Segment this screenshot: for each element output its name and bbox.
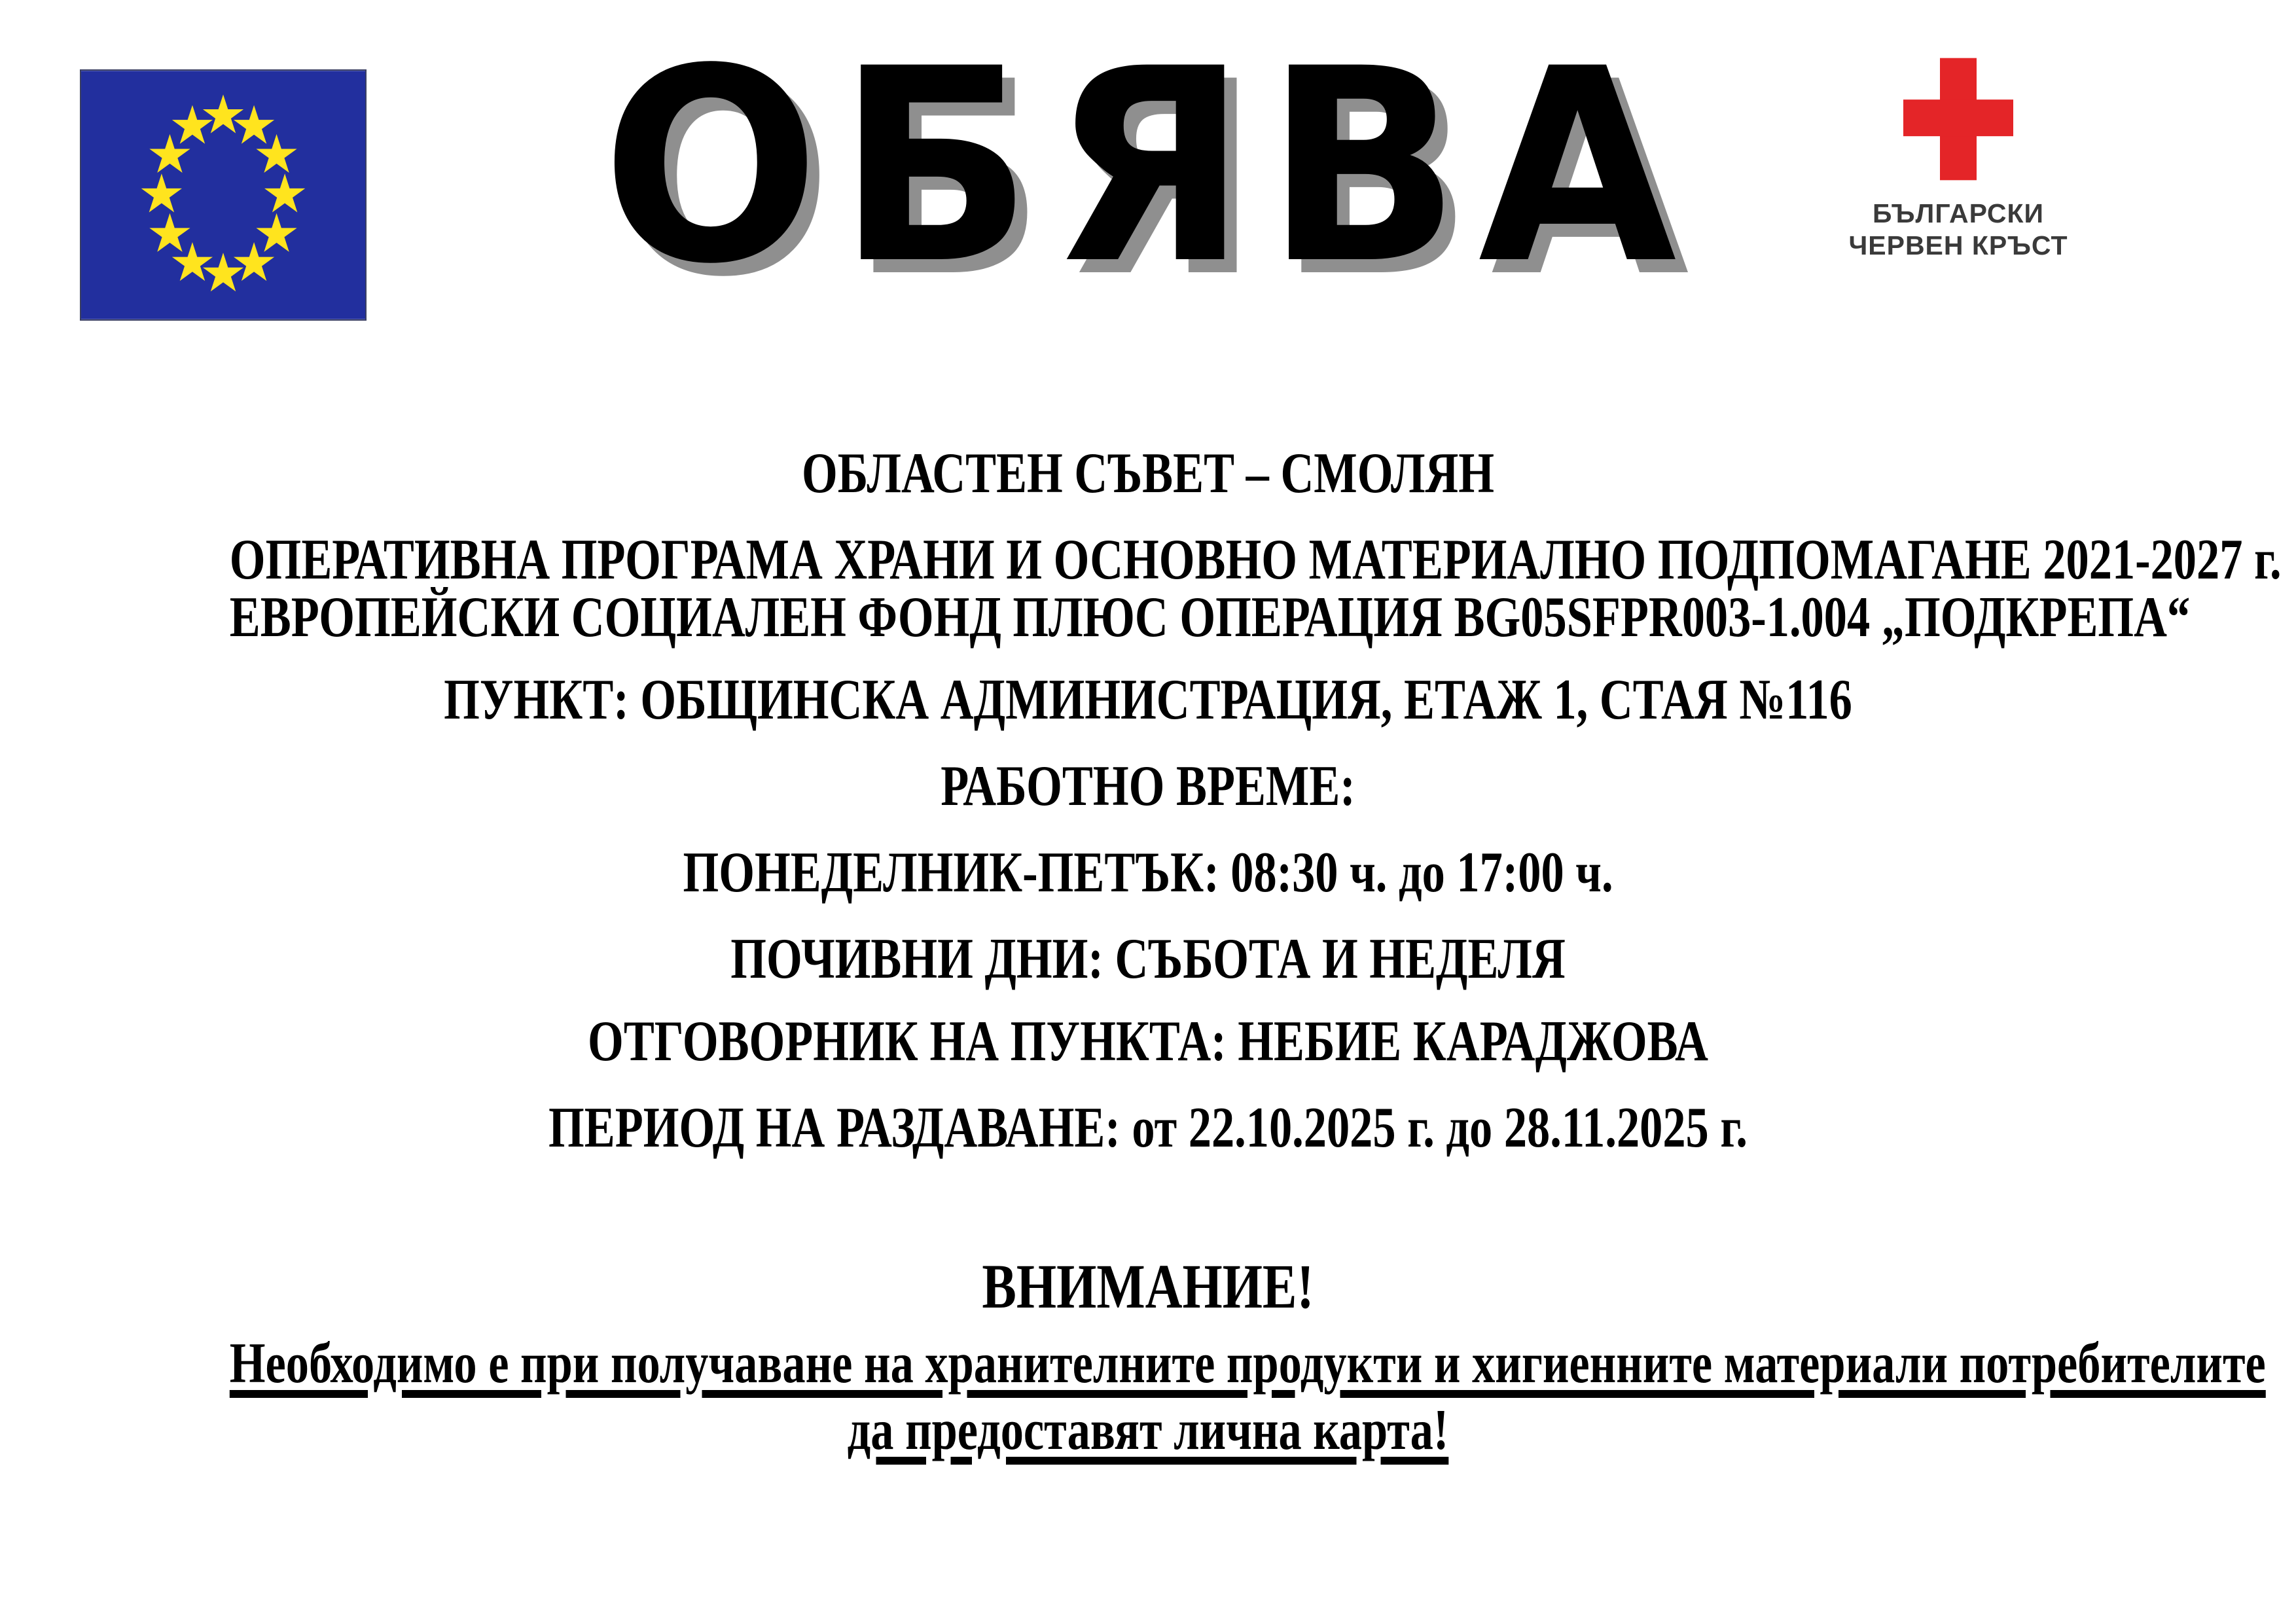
text-responsible-person: ОТГОВОРНИК НА ПУНКТА: НЕБИЕ КАРАДЖОВА	[588, 1010, 1708, 1073]
text-distribution-period: ПЕРИОД НА РАЗДАВАНЕ: от 22.10.2025 г. до 28.11.2025 г.	[548, 1096, 1748, 1160]
text-weekday-hours: ПОНЕДЕЛНИК-ПЕТЪК: 08:30 ч. до 17:00 ч.	[683, 841, 1613, 904]
bulgarian-red-cross-logo	[1840, 58, 2076, 262]
header	[0, 0, 2296, 393]
id-card-notice-line2: да предоставят лична карта!	[847, 1399, 1449, 1462]
text-working-hours-label: РАБОТНО ВРЕМЕ:	[941, 755, 1355, 818]
red-cross-icon	[1903, 58, 2013, 181]
text-esf-operation: ЕВРОПЕЙСКИ СОЦИАЛЕН ФОНД ПЛЮС ОПЕРАЦИЯ BG05SFPR003-1.004 „ПОДКРЕПА“	[229, 586, 2191, 649]
attention-heading: ВНИМАНИЕ!	[982, 1251, 1314, 1321]
text-regional-council: ОБЛАСТЕН СЪВЕТ – СМОЛЯН	[801, 442, 1495, 505]
body-text	[0, 419, 2296, 1462]
id-card-notice-line1: Необходимо е при получаване на хранителните продукти и хигиенните материали потребителите	[229, 1332, 2266, 1395]
red-cross-name-line2: ЧЕРВЕН КРЪСТ	[1848, 230, 2068, 261]
red-cross-name-line1: БЪЛГАРСКИ	[1872, 198, 2045, 228]
text-program: ОПЕРАТИВНА ПРОГРАМА ХРАНИ И ОСНОВНО МАТЕРИАЛНО ПОДПОМАГАНЕ 2021-2027 г.	[229, 528, 2282, 592]
text-days-off: ПОЧИВНИ ДНИ: СЪБОТА И НЕДЕЛЯ	[730, 927, 1566, 991]
red-cross-name	[1840, 198, 2076, 262]
text-location: ПУНКТ: ОБЩИНСКА АДМИНИСТРАЦИЯ, ЕТАЖ 1, СТАЯ №116	[444, 668, 1852, 732]
page-title: ОБЯВА	[601, 12, 1695, 323]
